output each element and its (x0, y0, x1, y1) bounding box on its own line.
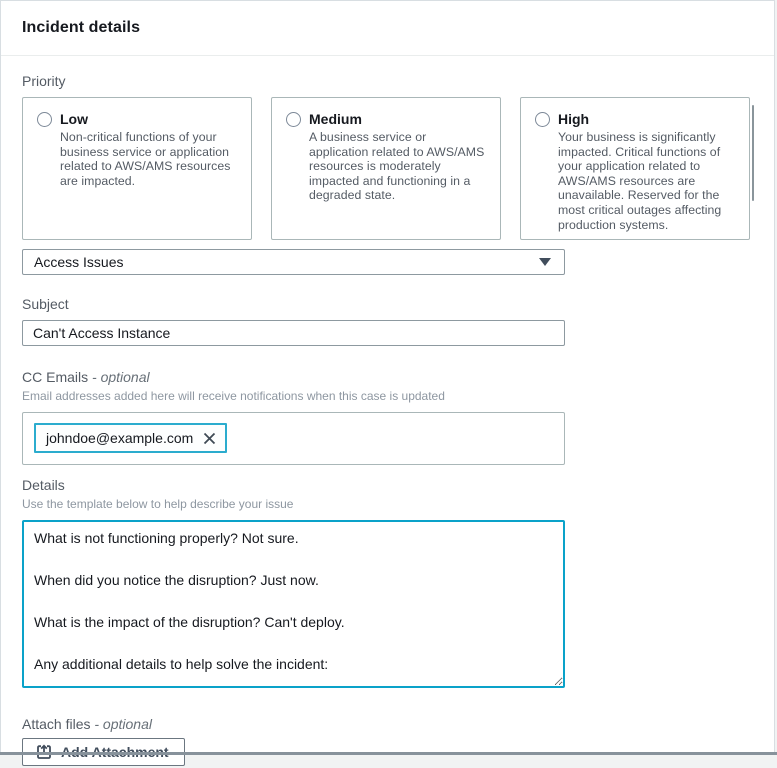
attach-files-label (22, 716, 753, 733)
radio-button-medium[interactable] (286, 112, 301, 127)
priority-radio-group (22, 97, 753, 240)
radio-button-low[interactable] (37, 112, 52, 127)
page-title: Incident details (22, 19, 141, 36)
remove-email-button[interactable] (203, 432, 216, 445)
attach-files-field (22, 716, 753, 766)
details-textarea[interactable] (22, 520, 565, 688)
cc-emails-label-text: CC Emails (22, 369, 89, 385)
priority-option-low[interactable] (22, 97, 252, 240)
priority-option-low-head (37, 110, 239, 128)
attach-files-label-text: Attach files (22, 716, 91, 732)
optional-suffix: - optional (94, 716, 152, 732)
incident-form (1, 56, 774, 766)
priority-option-label: High (558, 111, 590, 127)
cc-emails-field (22, 369, 753, 465)
priority-option-medium[interactable] (271, 97, 501, 240)
radio-button-high[interactable] (535, 112, 550, 127)
card-scrollbar[interactable] (752, 105, 754, 201)
subject-label: Subject (22, 296, 69, 312)
email-token-text: johndoe@example.com (46, 430, 194, 446)
panel-header (1, 1, 774, 56)
details-label: Details (22, 477, 65, 493)
category-select[interactable] (22, 249, 565, 275)
cc-emails-label (22, 369, 753, 386)
optional-suffix: - optional (92, 369, 150, 385)
cc-emails-input[interactable] (22, 412, 565, 465)
priority-option-label: Low (60, 111, 88, 127)
cc-emails-help-text: Email addresses added here will receive notifications when this case is updated (22, 389, 445, 403)
email-token (34, 423, 227, 453)
priority-option-label: Medium (309, 111, 362, 127)
priority-option-description: Your business is significantly impacted. Critical functions of your application related to AWS/AMS resources are unavailable. Reserved for the most critical outages affecting production systems. (558, 130, 722, 232)
priority-label: Priority (22, 73, 66, 89)
close-icon (203, 432, 216, 445)
priority-option-description: Non-critical functions of your business service or application related to AWS/AMS resources are impacted. (60, 130, 231, 188)
subject-field (22, 296, 753, 346)
priority-option-high-head (535, 110, 737, 128)
priority-option-high[interactable] (520, 97, 750, 240)
priority-option-description: A business service or application related to AWS/AMS resources is moderately impacted and functioning in a degraded state. (309, 130, 485, 203)
details-help-text: Use the template below to help describe your issue (22, 497, 294, 511)
priority-option-medium-head (286, 110, 488, 128)
details-field (22, 477, 753, 688)
dropdown-caret-icon (539, 258, 551, 266)
subject-input[interactable] (22, 320, 565, 346)
panel-bottom-divider (0, 752, 777, 755)
category-select-value: Access Issues (34, 254, 124, 270)
